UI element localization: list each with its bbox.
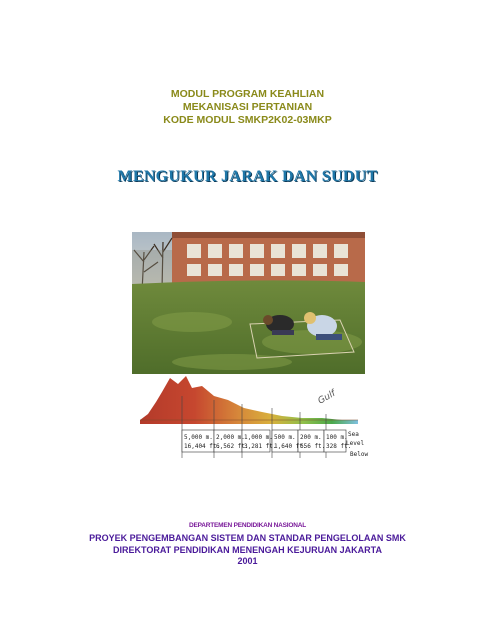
header-line-code: KODE MODUL SMKP2K02-03MKP bbox=[163, 114, 332, 126]
elevation-label-below: Below bbox=[350, 451, 369, 458]
elevation-label-6b: 328 ft. bbox=[326, 443, 352, 450]
elevation-profile bbox=[132, 374, 369, 480]
elevation-label-sea: Sea bbox=[348, 431, 359, 438]
publisher-project: PROYEK PENGEMBANGAN SISTEM DAN STANDAR PENGELOLAAN SMK bbox=[89, 533, 406, 543]
header-line-field: MEKANISASI PERTANIAN bbox=[182, 101, 313, 113]
department-name: DEPARTEMEN PENDIDIKAN NASIONAL bbox=[188, 522, 307, 529]
elevation-label-5a: 200 m. bbox=[300, 434, 322, 441]
elevation-label-4a: 500 m. bbox=[274, 434, 296, 441]
elevation-label-1a: 5,000 m. bbox=[184, 434, 213, 441]
elevation-label-2b: 6,562 ft. bbox=[216, 443, 249, 450]
cover-photo bbox=[132, 232, 365, 374]
elevation-label-3a: 1,000 m. bbox=[244, 434, 273, 441]
elevation-label-level: Level bbox=[346, 440, 365, 447]
document-title: MENGUKUR JARAK DAN SUDUT bbox=[117, 168, 378, 185]
publication-year: 2001 bbox=[237, 556, 258, 566]
elevation-label-1b: 16,404 ft. bbox=[184, 443, 221, 450]
elevation-label-4b: 1,640 ft. bbox=[274, 443, 307, 450]
elevation-illustration bbox=[132, 374, 369, 480]
elevation-label-5b: 656 ft. bbox=[300, 443, 326, 450]
elevation-label-2a: 2,000 m. bbox=[216, 434, 245, 441]
elevation-label-6a: 100 m. bbox=[326, 434, 348, 441]
header-line-program: MODUL PROGRAM KEAHLIAN bbox=[170, 88, 325, 100]
publisher-directorate: DIREKTORAT PENDIDIKAN MENENGAH KEJURUAN JAKARTA bbox=[112, 544, 382, 555]
gulf-label: Gulf bbox=[316, 388, 338, 407]
module-header bbox=[0, 88, 495, 127]
publisher-block bbox=[0, 533, 495, 568]
cover-photo-illustration bbox=[132, 232, 365, 374]
elevation-label-3b: 3,281 ft. bbox=[244, 443, 277, 450]
